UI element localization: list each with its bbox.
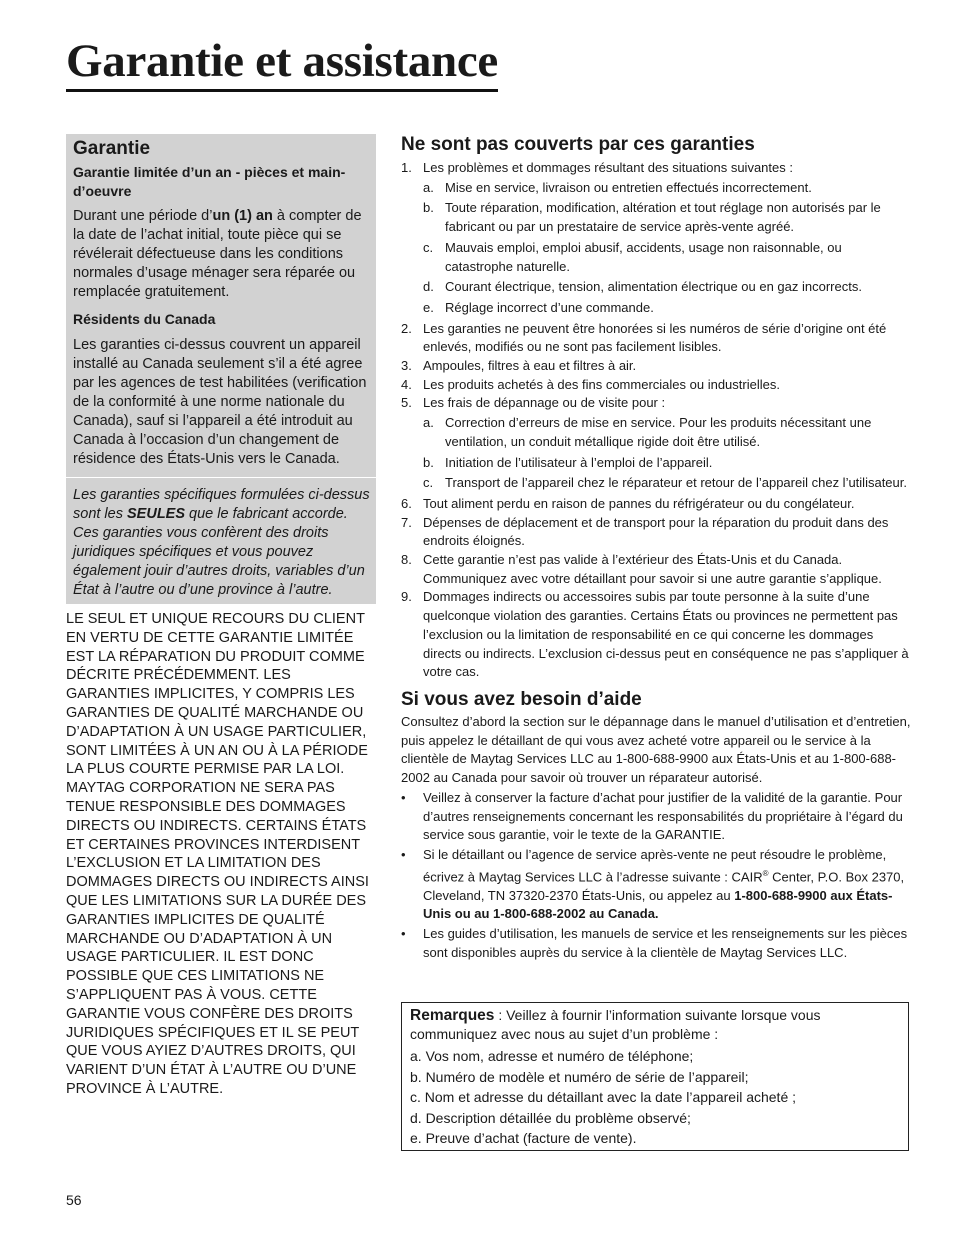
remarks-item: b. Numéro de modèle et numéro de série de l’appareil; — [410, 1068, 749, 1085]
exclusion-subitem-text: Transport de l’appareil chez le réparateur et retour de l’appareil chez l’utilisateur. — [445, 475, 907, 491]
exclusion-sublist — [423, 179, 911, 318]
page-number: 56 — [66, 1192, 82, 1208]
bullet-icon: • — [401, 926, 406, 942]
help-bullet-text: Les guides d’utilisation, les manuels de service et les renseignements sur les pièces sont disponibles auprès du service à la clientèle de Maytag Services LLC. — [423, 926, 908, 960]
exclusion-item — [401, 394, 911, 493]
exclusion-item — [401, 514, 911, 551]
help-bullet-text: Si le détaillant ou l’agence de service après-vente ne peut résoudre le problème, écrivez à Maytag Services LLC à l’adresse suivante : CAIR — [423, 846, 887, 884]
help-bullets — [401, 789, 911, 963]
exclusion-item — [401, 495, 911, 514]
exclusion-subitem-letter: e. — [423, 299, 434, 315]
help-bullet — [401, 925, 911, 962]
exclusion-number: 8. — [401, 552, 412, 568]
remarks-item: e. Preuve d’achat (facture de vente). — [410, 1130, 637, 1146]
exclusion-text: Dommages indirects ou accessoires subis par toute personne à la suite d’une quelconque violation des garanties. Certains États ou provinces ne permettent pas l’exclusion ou la limitation de responsabilité en ce qui concerne les dommages directs ou indirects. L’exclusion ci-dessus peut en conséquence ne pas s’appliquer à votre cas. — [423, 589, 909, 680]
exclusion-text: Les garanties ne peuvent être honorées si les numéros de série d’origine ont été enlevés, modifiés ou ne sont pas facilement lisibles. — [423, 320, 887, 355]
registered-mark: ® — [762, 868, 769, 878]
exclusion-text: Tout aliment perdu en raison de pannes du réfrigérateur ou du congélateur. — [423, 495, 855, 511]
exclusion-subitem-text: Courant électrique, tension, alimentation électrique ou en gaz incorrects. — [445, 279, 862, 295]
help-intro: Consultez d’abord la section sur le dépannage dans le manuel d’utilisation et d’entretien, puis appelez le détaillant de qui vous avez acheté votre appareil ou le service à la clientèle de Maytag Services LLC au 1-800-688-9900 aux États-Unis et au 1-800-688-2002 au Canada pour savoir où trouver un réparateur autorisé. — [401, 713, 911, 786]
exclusion-item — [401, 588, 911, 682]
exclusion-number: 4. — [401, 376, 412, 392]
specific-seules: SEULES — [127, 506, 186, 522]
exclusion-subitem-letter: c. — [423, 475, 434, 491]
exclusion-number: 9. — [401, 589, 412, 605]
remarks-intro-text: : Veillez à fournir l’information suivante lorsque vous communiquez avec nous au sujet d’un problème : — [410, 1007, 821, 1042]
remarks-item: d. Description détaillée du problème observé; — [410, 1109, 691, 1126]
exclusion-subitem-letter: b. — [423, 454, 434, 470]
remarks-items — [410, 1046, 908, 1149]
warranty-box — [66, 134, 376, 604]
exclusion-number: 1. — [401, 160, 412, 175]
exclusion-subitem — [423, 199, 911, 236]
exclusion-subitem-text: Toute réparation, modification, altération et tout réglage non autorisés par le fabricant ou par un prestataire de service après-vente agréé. — [445, 200, 881, 235]
exclusion-subitem — [423, 454, 911, 473]
remarks-item: a. Vos nom, adresse et numéro de téléphone; — [410, 1048, 694, 1064]
exclusion-subitem-text: Correction d’erreurs de mise en service. Pour les produits nécessitant une ventilation, un conduit métallique rigide doit être utilisé. — [445, 415, 872, 449]
exclusion-subitem-text: Réglage incorrect d’une commande. — [445, 299, 654, 315]
warranty-text-after: à compter de la date de l’achat initial, toute pièce qui se révélerait défectueuse dans les conditions normales d’usage ménager sera réparée ou remplacée gratuitement. — [73, 208, 362, 300]
exclusion-item — [401, 357, 911, 376]
warranty-heading: Garantie — [73, 138, 151, 159]
exclusion-text: Les problèmes et dommages résultant des situations suivantes : — [423, 160, 793, 175]
remarks-item: c. Nom et adresse du détaillant avec la date l’appareil acheté ; — [410, 1089, 797, 1105]
exclusion-subitem-text: Mise en service, livraison ou entretien effectués incorrectement. — [445, 179, 812, 195]
exclusion-text: Dépenses de déplacement et de transport pour la réparation du produit dans des endroits éloignés. — [423, 514, 889, 549]
right-column — [401, 133, 911, 963]
exclusions-list — [401, 159, 911, 682]
exclusion-number: 3. — [401, 358, 412, 374]
exclusion-subitem — [423, 474, 911, 493]
exclusion-subitem-letter: b. — [423, 200, 434, 216]
exclusion-number: 6. — [401, 495, 412, 511]
exclusion-subitem — [423, 239, 911, 276]
exclusion-text: Cette garantie n’est pas valide à l’extérieur des États-Unis et du Canada. Communiquez avec votre détaillant pour savoir si une autre garantie s’applique. — [423, 552, 882, 586]
specific-text-before: Les garanties spécifiques formulées ci-dessus sont les — [73, 487, 370, 522]
exclusions-heading: Ne sont pas couverts par ces garanties — [401, 134, 755, 155]
exclusion-subitem-text: Mauvais emploi, emploi abusif, accidents, usage non raisonnable, ou catastrophe naturelle. — [445, 239, 842, 274]
remarks-intro — [410, 1006, 908, 1043]
warranty-period: un (1) an — [212, 208, 273, 224]
exclusion-text: Ampoules, filtres à eau et filtres à air. — [423, 358, 637, 374]
help-bullet — [401, 846, 911, 924]
limitation-paragraph: LE SEUL ET UNIQUE RECOURS DU CLIENT EN VERTU DE CETTE GARANTIE LIMITÉE EST LA RÉPARATION DU PRODUIT COMME DÉCRITE PRÉCÉDEMMENT. LES GARANTIES IMPLICITES, Y COMPRIS LES GARANTIES DE QUALITÉ MARCHANDE OU D’ADAPTATION À UN USAGE PARTICULIER, SONT LIMITÉES À UN AN OU À LA PÉRIODE LA PLUS COURTE PERMISE PAR LA LOI. MAYTAG CORPORATION NE SERA PAS TENUE RESPONSIBLE DES DOMMAGES DIRECTS OU INDIRECTS. CERTAINS ÉTATS ET CERTAINES PROVINCES INTERDISENT L’EXCLUSION ET LA LIMITATION DES DOMMAGES DIRECTS OU INDIRECTS AINSI QUE LES LIMITATIONS SUR LA DURÉE DES GARANTIES IMPLICITES DE QUALITÉ MARCHANDE OU D’ADAPTATION À UN USAGE PARTICULIER. IL EST DONC POSSIBLE QUE CES LIMITATIONS NE S’APPLIQUENT PAS À VOUS. CETTE GARANTIE VOUS CONFÈRE DES DROITS JURIDIQUES SPÉCIFIQUES ET IL SE PEUT QUE VOUS AYIEZ D’AUTRES DROITS, QUI VARIENT D’UN ÉTAT À L’AUTRE OU D’UNE PROVINCE À L’AUTRE. — [66, 611, 369, 1097]
warranty-paragraph — [73, 207, 370, 302]
exclusion-subitem — [423, 278, 911, 297]
exclusion-number: 7. — [401, 514, 412, 530]
specific-text-after: que le fabricant accorde. Ces garanties vous confèrent des droits juridiques spécifiques et vous pouvez également jouir d’autres droits, variables d’un État à l’autre ou d’une province à l’autre. — [73, 506, 365, 598]
canada-heading: Résidents du Canada — [73, 311, 216, 327]
exclusion-item — [401, 376, 911, 395]
exclusion-sublist — [423, 414, 911, 493]
exclusion-subitem-text: Initiation de l’utilisateur à l’emploi de l’appareil. — [445, 454, 713, 470]
exclusion-subitem — [423, 299, 911, 318]
exclusion-subitem-letter: a. — [423, 415, 434, 431]
canada-paragraph: Les garanties ci-dessus couvrent un appareil installé au Canada seulement s’il a été agree par les agences de test habilitées (verification de la conformité à une norme nationale du Canada), sauf si l’appareil a été introduit au Canada à l’occasion d’un changement de résidence des États-Unis vers le Canada. — [73, 337, 367, 467]
page-title: Garantie et assistance — [66, 34, 498, 92]
exclusion-number: 2. — [401, 320, 412, 336]
exclusion-subitem-letter: c. — [423, 239, 434, 255]
exclusion-item — [401, 551, 911, 588]
exclusion-text: Les frais de dépannage ou de visite pour : — [423, 395, 666, 411]
help-bullet-text: Center, P.O. Box 2370, Cleveland, TN 37320-2370 États-Unis, ou appelez au — [423, 868, 905, 903]
exclusion-subitem-letter: d. — [423, 279, 434, 295]
warranty-subheading: Garantie limitée d’un an - pièces et main-d’oeuvre — [73, 164, 346, 199]
exclusion-number: 5. — [401, 395, 412, 411]
exclusion-text: Les produits achetés à des fins commerciales ou industrielles. — [423, 376, 780, 392]
help-bullet — [401, 789, 911, 845]
exclusion-subitem-letter: a. — [423, 179, 434, 195]
bullet-icon: • — [401, 789, 406, 805]
bullet-icon: • — [401, 846, 406, 862]
exclusion-item — [401, 159, 911, 318]
left-column — [66, 134, 376, 1099]
remarks-box — [401, 1002, 909, 1151]
help-heading: Si vous avez besoin d’aide — [401, 688, 642, 710]
box-divider — [66, 477, 376, 478]
specific-warranty-paragraph — [73, 486, 370, 600]
remarks-title: Remarques — [410, 1007, 495, 1024]
help-bullet-text: Veillez à conserver la facture d’achat pour justifier de la validité de la garantie. Pour d’autres renseignements concernant les responsabilités du propriétaire à l’égard du service sous garantie, voir le texte de la GARANTIE. — [423, 789, 903, 843]
exclusion-item — [401, 320, 911, 357]
warranty-text-before: Durant une période d’ — [73, 208, 213, 224]
help-phone-numbers: 1-800-688-9900 aux États-Unis ou au 1-800-688-2002 au Canada. — [423, 887, 893, 922]
exclusion-subitem — [423, 414, 911, 451]
exclusion-subitem — [423, 179, 911, 198]
